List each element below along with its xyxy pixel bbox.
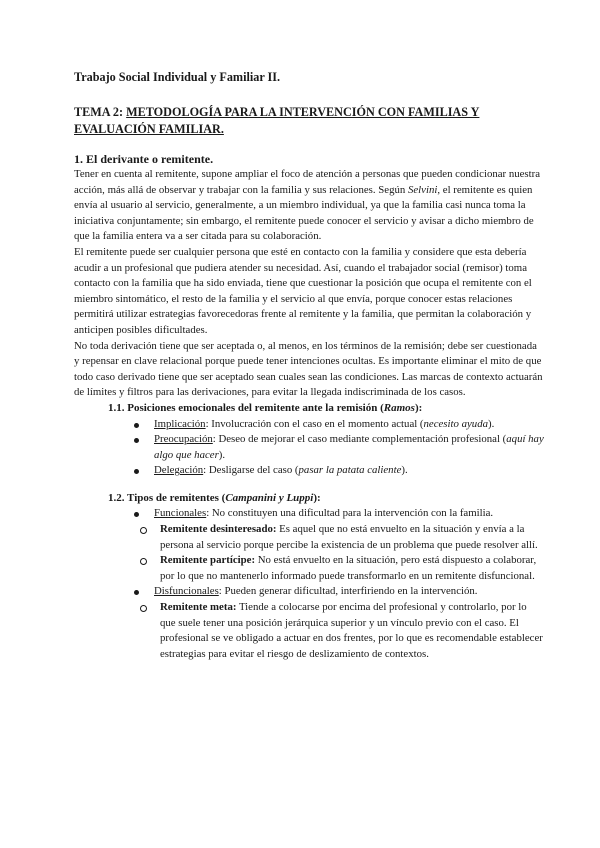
- author-campanini-luppi: Campanini y Luppi: [225, 491, 314, 504]
- sender-types-list: [74, 506, 544, 662]
- list-item: Delegación: Desligarse del caso (pasar la patata caliente).: [74, 463, 544, 479]
- list-item: Remitente partícipe: No está envuelto en la situación, pero está dispuesto a colaborar, por lo que no mantenerlo informado puede transformarlo en un remitente disfuncional.: [128, 553, 544, 584]
- topic-prefix: TEMA 2:: [74, 105, 127, 119]
- document-title: Trabajo Social Individual y Familiar II.: [74, 70, 281, 84]
- funcionales-sublist: [154, 522, 544, 584]
- section-1-heading: 1. El derivante o remitente.: [74, 152, 214, 166]
- topic-heading: [74, 104, 544, 138]
- document-body: [74, 151, 544, 662]
- emotional-positions-list: [74, 417, 544, 479]
- author-selvini: Selvini: [407, 183, 438, 196]
- paragraph-3: No toda derivación tiene que ser aceptada o, al menos, en los términos de la remisión; debe ser cuestionada y repensar en clave relacional porque puede tener intenciones ocultas. Es importante eliminar el mito de que todo caso derivado tiene que ser aceptado sean cuales sean las condiciones. Las marcas de contexto actuarán de límites y filtros para las derivaciones, para evitar la llegada indiscriminada de los casos.: [74, 339, 543, 399]
- list-item-disfuncionales: Disfuncionales: Pueden generar dificultad, interfiriendo en la intervención. Remitente meta: Tiende a colocarse por encima del profesional y controlarlo, por lo que suele tener una posición jerárquica superior y un vínculo previo con el caso. El profesional se ve obligado a actuar en dos frentes, por lo que es recomendable establecer estrategias para evitar el riesgo de deslizamiento de contextos.: [74, 584, 544, 662]
- list-item: Remitente desinteresado: Es aquel que no está envuelto en la situación y envía a la persona al servicio porque percibe la existencia de un problema que puede resolver allí.: [128, 522, 544, 553]
- paragraph-2: El remitente puede ser cualquier persona que esté en contacto con la familia y considere que esta debería acudir a un profesional que pudiera atender su necesidad. Así, cuando el trabajador social (remisor) toma contacto con la familia que ha sido enviada, tiene que cuestionar la posición que ocupa el remitente con el miembro sintomático, el resto de la familia y el servicio al que envía, porque conocer estas relaciones permitirá utilizar estrategias favorecedoras frente al remitente y la familia, que permitan la colaboración y anticipen posibles dificultades.: [74, 245, 532, 336]
- topic-title: METODOLOGÍA PARA LA INTERVENCIÓN CON FAMILIAS Y EVALUACIÓN FAMILIAR.: [74, 105, 480, 136]
- list-item-funcionales: Funcionales: No constituyen una dificultad para la intervención con la familia. Remitente desinteresado: Es aquel que no está envuelto en la situación y envía a la persona al servicio porque percibe la existencia de un problema que puede resolver allí. Remitente partícipe: No está envuelto en la situación, pero está dispuesto a colaborar, por lo que no mantenerlo informado puede transformarlo en un remitente disfuncional.: [74, 506, 544, 584]
- list-item: Preocupación: Deseo de mejorar el caso mediante complementación profesional (aquí hay algo que hacer).: [74, 432, 544, 463]
- author-ramos: Ramos: [383, 401, 415, 414]
- list-item: Implicación: Involucración con el caso en el momento actual (necesito ayuda).: [74, 417, 544, 433]
- list-item: Remitente meta: Tiende a colocarse por encima del profesional y controlarlo, por lo que suele tener una posición jerárquica superior y un vínculo previo con el caso. El profesional se ve obligado a actuar en dos frentes, por lo que es recomendable establecer estrategias para evitar el riesgo de deslizamiento de contextos.: [128, 600, 544, 662]
- subsection-1-2-heading: 1.2. Tipos de remitentes (Campanini y Luppi):: [108, 491, 321, 504]
- disfuncionales-sublist: [154, 600, 544, 662]
- subsection-1-1-heading: 1.1. Posiciones emocionales del remitente ante la remisión (Ramos):: [108, 401, 423, 414]
- paragraph-1: Tener en cuenta al remitente, supone ampliar el foco de atención a personas que pueden condicionar nuestra acción, más allá de observar y trabajar con la familia y sus relaciones. Según Selvini, el remitente es quien envía al usuario al servicio, generalmente, a un miembro individual, ya que la familia casi nunca toma la iniciativa conjuntamente; sin embargo, el remitente puede conocer el servicio y avisar a dicho miembro de que la familia entera va a ser citada para su colaboración.: [74, 168, 541, 243]
